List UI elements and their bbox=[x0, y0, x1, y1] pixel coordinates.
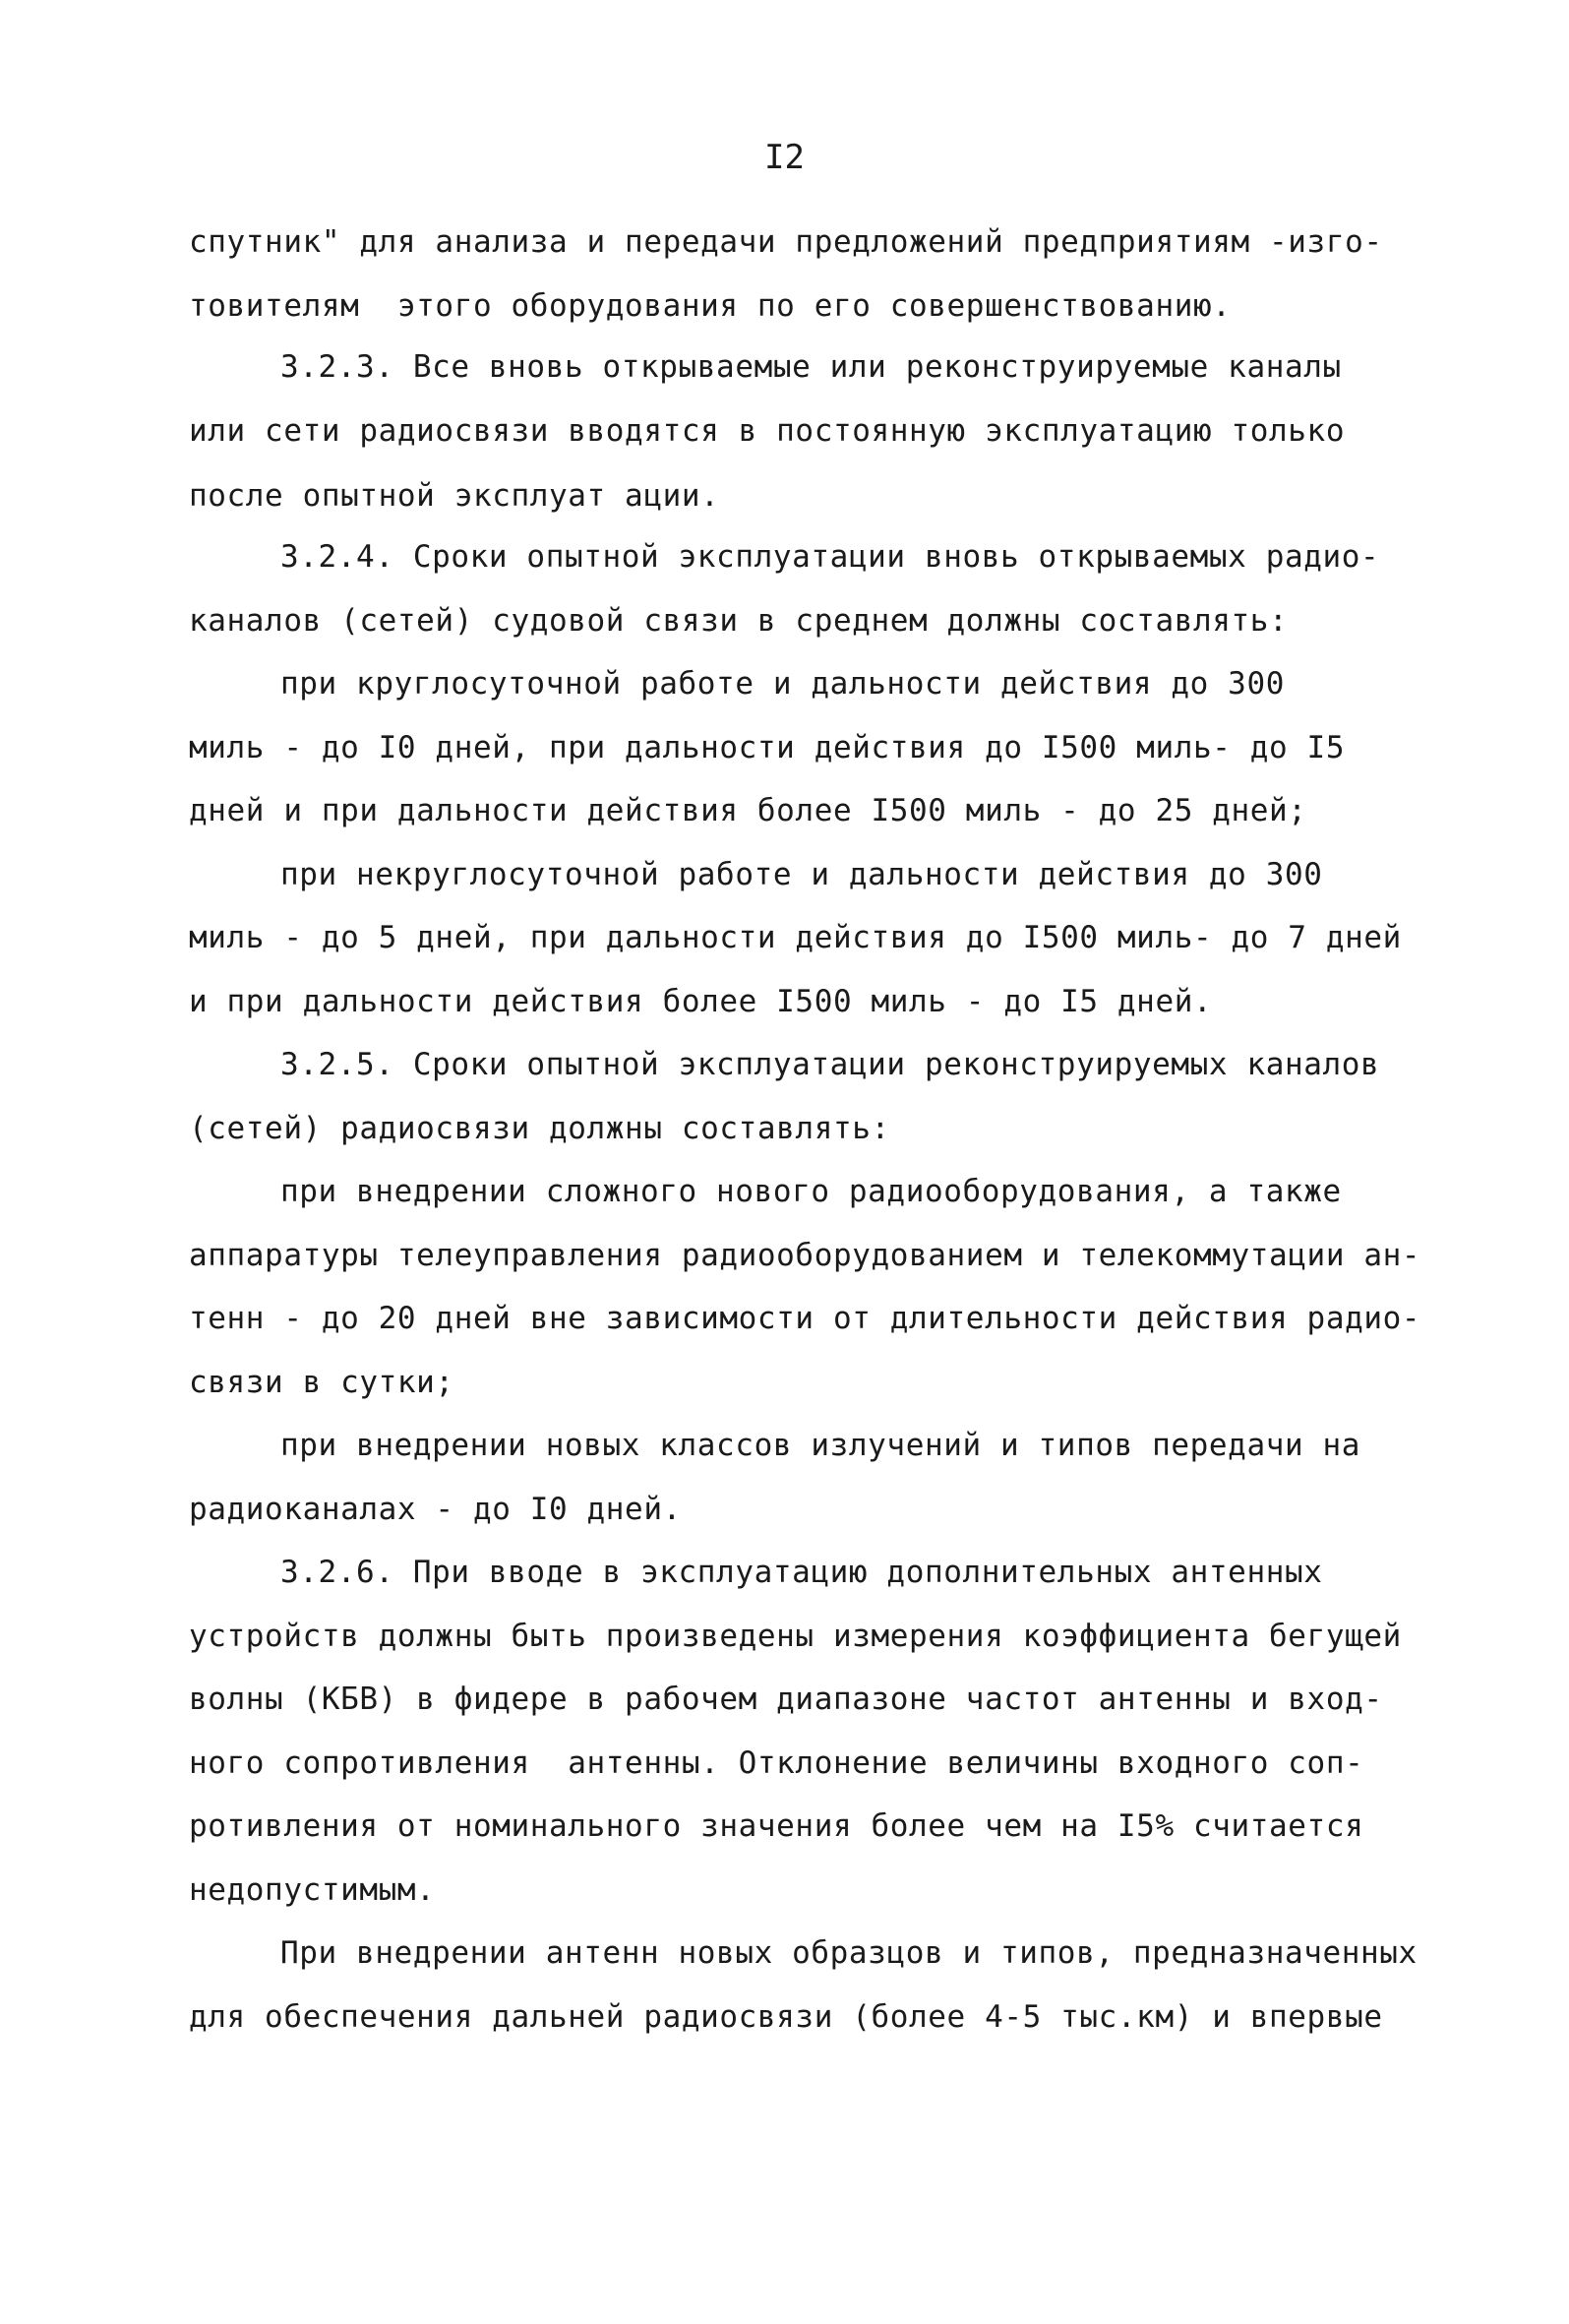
text-line: 3.2.4. Сроки опытной эксплуатации вновь открываемых радио- bbox=[280, 539, 1380, 575]
text-line: 3.2.3. Все вновь открываемые или реконструируемые каналы bbox=[280, 349, 1342, 385]
text-line: радиоканалах - до I0 дней. bbox=[189, 1492, 682, 1527]
text-line: спутник" для анализа и передачи предложений предприятиям -изго- bbox=[189, 224, 1383, 260]
text-line: миль - до 5 дней, при дальности действия до I500 миль- до 7 дней bbox=[189, 920, 1402, 955]
text-line: связи в сутки; bbox=[189, 1365, 454, 1400]
text-line: дней и при дальности действия более I500 миль - до 25 дней; bbox=[189, 793, 1307, 828]
text-line: или сети радиосвязи вводятся в постоянную эксплуатацию только bbox=[189, 413, 1346, 449]
text-line: устройств должны быть произведены измерения коэффициента бегущей bbox=[189, 1619, 1402, 1654]
text-line: при круглосуточной работе и дальности действия до 300 bbox=[280, 666, 1285, 702]
text-line: после опытной эксплуат ации. bbox=[189, 478, 720, 514]
text-line: недопустимым. bbox=[189, 1872, 436, 1908]
page-number: I2 bbox=[764, 138, 805, 177]
text-line: аппаратуры телеуправления радиооборудованием и телекоммутации ан- bbox=[189, 1238, 1421, 1273]
text-line: 3.2.6. При вводе в эксплуатацию дополнительных антенных bbox=[280, 1555, 1323, 1590]
text-line: ротивления от номинального значения более чем на I5% считается bbox=[189, 1808, 1364, 1844]
text-line: миль - до I0 дней, при дальности действия до I500 миль- до I5 bbox=[189, 730, 1346, 765]
text-line: и при дальности действия более I500 миль - до I5 дней. bbox=[189, 984, 1213, 1019]
text-line: волны (КБВ) в фидере в рабочем диапазоне частот антенны и вход- bbox=[189, 1682, 1383, 1717]
text-line: 3.2.5. Сроки опытной эксплуатации реконструируемых каналов bbox=[280, 1047, 1380, 1082]
text-line: ного сопротивления антенны. Отклонение величины входного соп- bbox=[189, 1745, 1364, 1781]
text-line: тенн - до 20 дней вне зависимости от длительности действия радио- bbox=[189, 1301, 1421, 1336]
text-line: при некруглосуточной работе и дальности действия до 300 bbox=[280, 857, 1323, 892]
text-line: товителям этого оборудования по его совершенствованию. bbox=[189, 288, 1232, 324]
text-line: При внедрении антенн новых образцов и типов, предназначенных bbox=[280, 1935, 1418, 1971]
text-line: каналов (сетей) судовой связи в среднем должны составлять: bbox=[189, 603, 1289, 639]
text-line: для обеспечения дальней радиосвязи (более 4-5 тыс.км) и впервые bbox=[189, 1999, 1383, 2035]
text-line: при внедрении сложного нового радиооборудования, а также bbox=[280, 1174, 1342, 1209]
text-line: при внедрении новых классов излучений и типов передачи на bbox=[280, 1428, 1361, 1463]
text-line: (сетей) радиосвязи должны составлять: bbox=[189, 1111, 890, 1146]
